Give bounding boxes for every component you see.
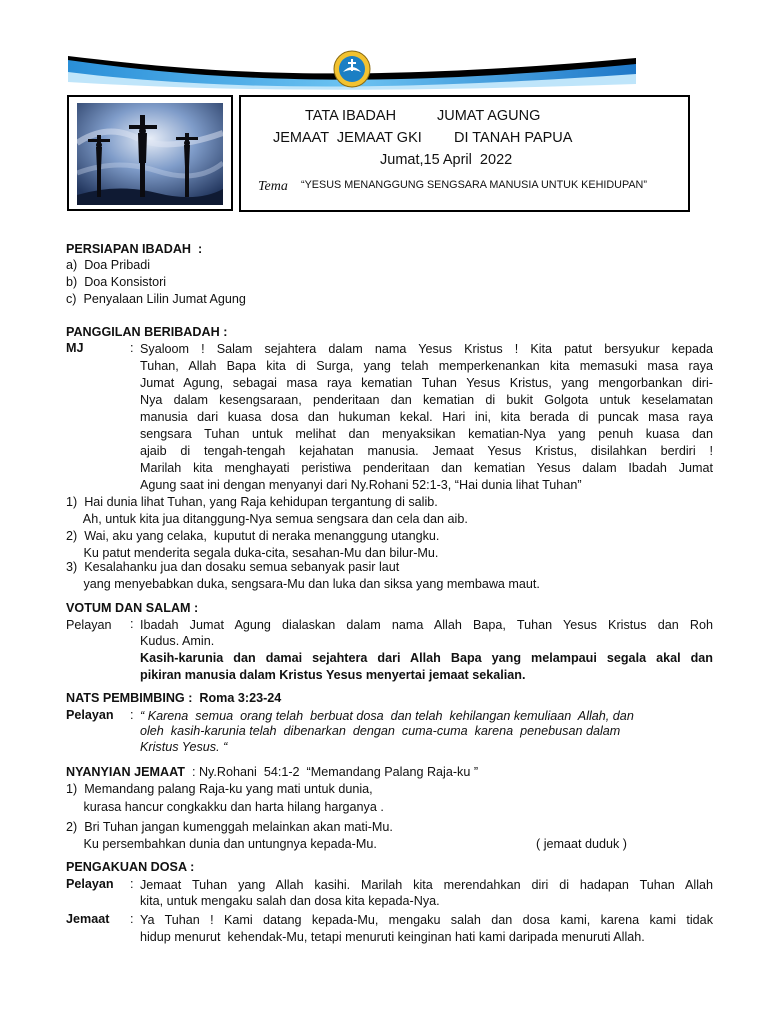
crucifixion-illustration (77, 103, 223, 205)
pengakuan-jemaat-label: Jemaat (66, 912, 110, 926)
tema-text: “YESUS MENANGGUNG SENGSARA MANUSIA UNTUK KEHIDUPAN” (301, 179, 647, 191)
panggilan-line: Tuhan, Allah Bapa kita di Surga, yang telah memperkenankan kita memasuki masa raya (140, 359, 713, 373)
panggilan-heading: PANGGILAN BERIBADAH : (66, 325, 228, 339)
title-jumat-agung: JUMAT AGUNG (437, 108, 541, 124)
persiapan-item: c) Penyalaan Lilin Jumat Agung (66, 292, 246, 306)
nats-pelayan-label: Pelayan (66, 708, 114, 722)
persiapan-item: a) Doa Pribadi (66, 258, 150, 272)
service-date: Jumat,15 April 2022 (380, 152, 513, 168)
pengakuan-pelayan-line: kita, untuk mengaku salah dan dosa kita kepada-Nya. (140, 894, 440, 908)
panggilan-last-line: Agung saat ini dengan menyanyi dari Ny.Rohani 52:1-3, “Hai dunia lihat Tuhan” (140, 478, 582, 492)
song-line: Ah, untuk kita jua ditanggung-Nya semua sengsara dan cela dan aib. (66, 512, 468, 526)
song-line: yang menyebabkan duka, sengsara-Mu dan luka dan siksa yang membawa maut. (66, 577, 540, 591)
votum-heading: VOTUM DAN SALAM : (66, 601, 199, 615)
title-tanah-papua: DI TANAH PAPUA (454, 130, 573, 146)
crucifixion-image-frame (67, 95, 233, 211)
pengakuan-pelayan-line: Jemaat Tuhan yang Allah kasihi. Marilah kita merendahkan diri di hadapan Tuhan Allah (140, 878, 713, 892)
pengakuan-colon: : (130, 912, 134, 926)
mj-label: MJ (66, 341, 84, 355)
song-line: 1) Hai dunia lihat Tuhan, yang Raja kehidupan tergantung di salib. (66, 495, 438, 509)
nyanyian-heading-row (66, 764, 478, 781)
title-tata-ibadah: TATA IBADAH (305, 108, 397, 124)
votum-colon: : (130, 617, 134, 631)
panggilan-line: sengsara Tuhan untuk melihat dan menyaksikan kematian-Nya yang penuh kuasa dan (140, 427, 713, 441)
jemaat-duduk-note: ( jemaat duduk ) (536, 837, 627, 851)
mj-colon: : (130, 341, 134, 355)
nyanyian-line: 2) Bri Tuhan jangan kumenggah melainkan akan mati-Mu. (66, 820, 393, 834)
votum-pelayan-label: Pelayan (66, 618, 112, 632)
nats-heading: NATS PEMBIMBING : Roma 3:23-24 (66, 691, 282, 705)
nyanyian-line: Ku persembahkan dunia dan untungnya kepada-Mu. (66, 837, 377, 851)
nyanyian-heading: NYANYIAN JEMAAT (66, 765, 185, 779)
nyanyian-line: kurasa hancur congkakku dan harta hilang harganya . (66, 800, 384, 814)
nats-colon: : (130, 708, 134, 722)
song-line: Ku patut menderita segala duka-cita, sesahan-Mu dan bilur-Mu. (66, 546, 439, 560)
nats-verse: “ Karena semua orang telah berbuat dosa dan telah kehilangan kemuliaan Allah, dan (140, 709, 634, 723)
panggilan-line: Jumat Agung, sebagai masa raya kematian Tuhan Yesus Kristus, yang mengorbankan diri- (140, 376, 713, 390)
pengakuan-pelayan-label: Pelayan (66, 877, 114, 891)
tema-label: Tema (258, 179, 288, 194)
panggilan-line: manusia dari kuasa dosa dan hukuman kekal. Hari ini, kita berada di puncak masa raya (140, 410, 713, 424)
nyanyian-song-ref: : Ny.Rohani 54:1-2 “Memandang Palang Raja-ku ” (184, 765, 479, 779)
nyanyian-line: 1) Memandang palang Raja-ku yang mati untuk dunia, (66, 782, 373, 796)
gki-logo (333, 50, 371, 88)
song-line: 3) Kesalahanku jua dan dosaku semua sebanyak pasir laut (66, 560, 400, 574)
pengakuan-jemaat-line: hidup menurut kehendak-Mu, tetapi menuruti keinginan hati kami daripada menuruti Allah. (140, 930, 645, 944)
panggilan-line: Syaloom ! Salam sejahtera dalam nama Yesus Kristus ! Kita patut bersyukur kepada (140, 342, 713, 356)
panggilan-line: ajaib di tengah-tengah kejahatan manusia. Jemaat Yesus Kristus, disilahkan berdiri ! (140, 444, 713, 458)
votum-blessing: Kasih-karunia dan damai sejahtera dari Allah Bapa yang melampaui segala akal dan (140, 651, 713, 665)
nats-verse: Kristus Yesus. “ (140, 740, 228, 754)
votum-line: Kudus. Amin. (140, 634, 215, 648)
votum-line: Ibadah Jumat Agung dialaskan dalam nama Allah Bapa, Tuhan Yesus Kristus dan Roh (140, 618, 713, 632)
pengakuan-colon: : (130, 877, 134, 891)
nats-verse: oleh kasih-karunia telah dibenarkan dengan cuma-cuma karena penebusan dalam (140, 724, 621, 738)
persiapan-heading: PERSIAPAN IBADAH : (66, 242, 203, 256)
persiapan-item: b) Doa Konsistori (66, 275, 167, 289)
title-box (239, 95, 690, 212)
panggilan-line: Marilah kita menghayati peristiwa penderitaan dan kematian Yesus dalam Ibadah Jumat (140, 461, 713, 475)
pengakuan-heading: PENGAKUAN DOSA : (66, 860, 195, 874)
song-line: 2) Wai, aku yang celaka, kuputut di neraka menanggung utangku. (66, 529, 440, 543)
title-jemaat: JEMAAT JEMAAT GKI (273, 130, 422, 146)
panggilan-line: Nya dalam kesengsaraan, penderitaan dan kematian di bukit Golgota untuk keselamatan (140, 393, 713, 407)
votum-blessing: pikiran manusia dalam Kristus Yesus menyertai jemaat sekalian. (140, 668, 526, 682)
pengakuan-jemaat-line: Ya Tuhan ! Kami datang kepada-Mu, mengaku salah dan dosa kami, karena kami tidak (140, 913, 713, 927)
